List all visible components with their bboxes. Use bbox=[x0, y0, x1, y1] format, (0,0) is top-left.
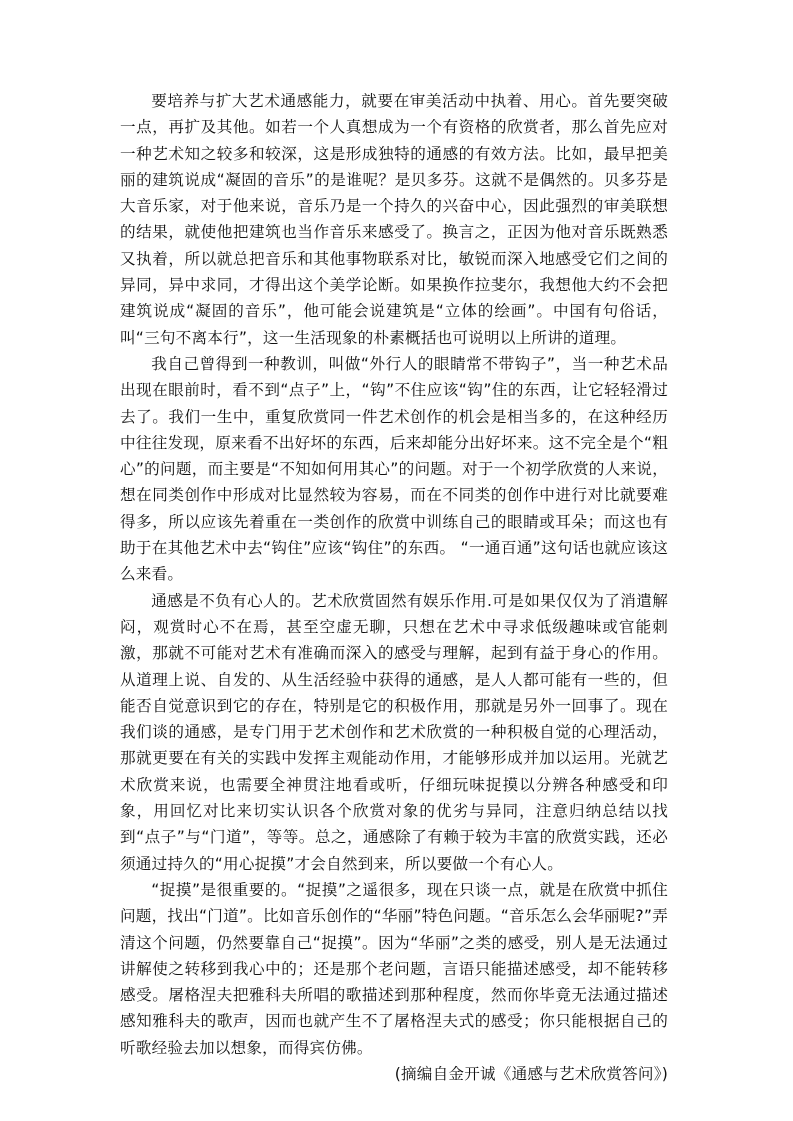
source-citation: (摘编自金开诚《通感与艺术欣赏答问》) bbox=[394, 1064, 668, 1083]
paragraph-2: 我自己曾得到一种教训，叫做“外行人的眼睛常不带钩子”，当一种艺术品出现在眼前时，看不到“点子”上，“钩”不住应该“钩”住的东西，让它轻轻滑过去了。我们一生中，重复欣赏同一件艺术创作的机会是相当多的，在这种经历中往往发现，原来看不出好坏的东西，后来却能分出好坏来。这不完全是个“粗心”的问题，而主要是“不知如何用其心”的问题。对于一个初学欣赏的人来说，想在同类创作中形成对比显然较为容易，而在不同类的创作中进行对比就要难得多，所以应该先着重在一类创作的欣赏中训练自己的眼睛或耳朵；而这也有助于在其他艺术中去“钩住”应该“钩住”的东西。 “一通百通”这句话也就应该这么来看。 bbox=[120, 354, 668, 584]
paragraph-1: 要培养与扩大艺术通感能力，就要在审美活动中执着、用心。首先要突破一点，再扩及其他。如若一个人真想成为一个有资格的欣赏者，那么首先应对一种艺术知之较多和较深，这是形成独特的通感的有效方法。比如，最早把美丽的建筑说成“凝固的音乐”的是谁呢？是贝多芬。这就不是偶然的。贝多芬是大音乐家，对于他来说，音乐乃是一个持久的兴奋中心，因此强烈的审美联想的结果，就使他把建筑也当作音乐来感受了。换言之，正因为他对音乐既熟悉又执着，所以就总把音乐和其他事物联系对比，敏锐而深入地感受它们之间的异同，异中求同，才得出这个美学论断。如果换作拉斐尔，我想他大约不会把建筑说成“凝固的音乐”，他可能会说建筑是“立体的绘画”。中国有句俗话，叫“三句不离本行”，这一生活现象的朴素概括也可说明以上所讲的道理。 bbox=[120, 92, 668, 347]
document-page bbox=[120, 88, 668, 1087]
paragraph-3: 通感是不负有心人的。艺术欣赏固然有娱乐作用.可是如果仅仅为了消遣解闷，观赏时心不在焉，甚至空虚无聊，只想在艺术中寻求低级趣味或官能刺激，那就不可能对艺术有准确而深入的感受与理解，起到有益于身心的作用。从道理上说、自发的、从生活经验中获得的通感，是人人都可能有一些的，但能否自觉意识到它的存在，特别是它的积极作用，那就是另外一回事了。现在我们谈的通感，是专门用于艺术创作和艺术欣赏的一种积极自觉的心理活动，那就更要在有关的实践中发挥主观能动作用，才能够形成并加以运用。光就艺术欣赏来说，也需要全神贯注地看或听，仔细玩味捉摸以分辨各种感受和印象，用回忆对比来切实认识各个欣赏对象的优劣与异同，注意归纳总结以找到“点子”与“门道”，等等。总之，通感除了有赖于较为丰富的欣赏实践，还必须通过持久的“用心捉摸”才会自然到来，所以要做一个有心人。 bbox=[120, 591, 668, 873]
paragraph-4: “捉摸”是很重要的。“捉摸”之遥很多，现在只谈一点，就是在欣赏中抓住问题，找出“门道”。比如音乐创作的“华丽”特色问题。“音乐怎么会华丽呢?”弄清这个问题，仍然要靠自己“捉摸”。因为“华丽”之类的感受，别人是无法通过讲解使之转移到我心中的；还是那个老问题，言语只能描述感受，却不能转移感受。屠格涅夫把雅科夫所唱的歌描述到那种程度，然而你毕竟无法通过描述感知雅科夫的歌声，因而也就产生不了屠格涅夫式的感受；你只能根据自己的听歌经验去加以想象，而得宾仿佛。 bbox=[120, 880, 668, 1057]
